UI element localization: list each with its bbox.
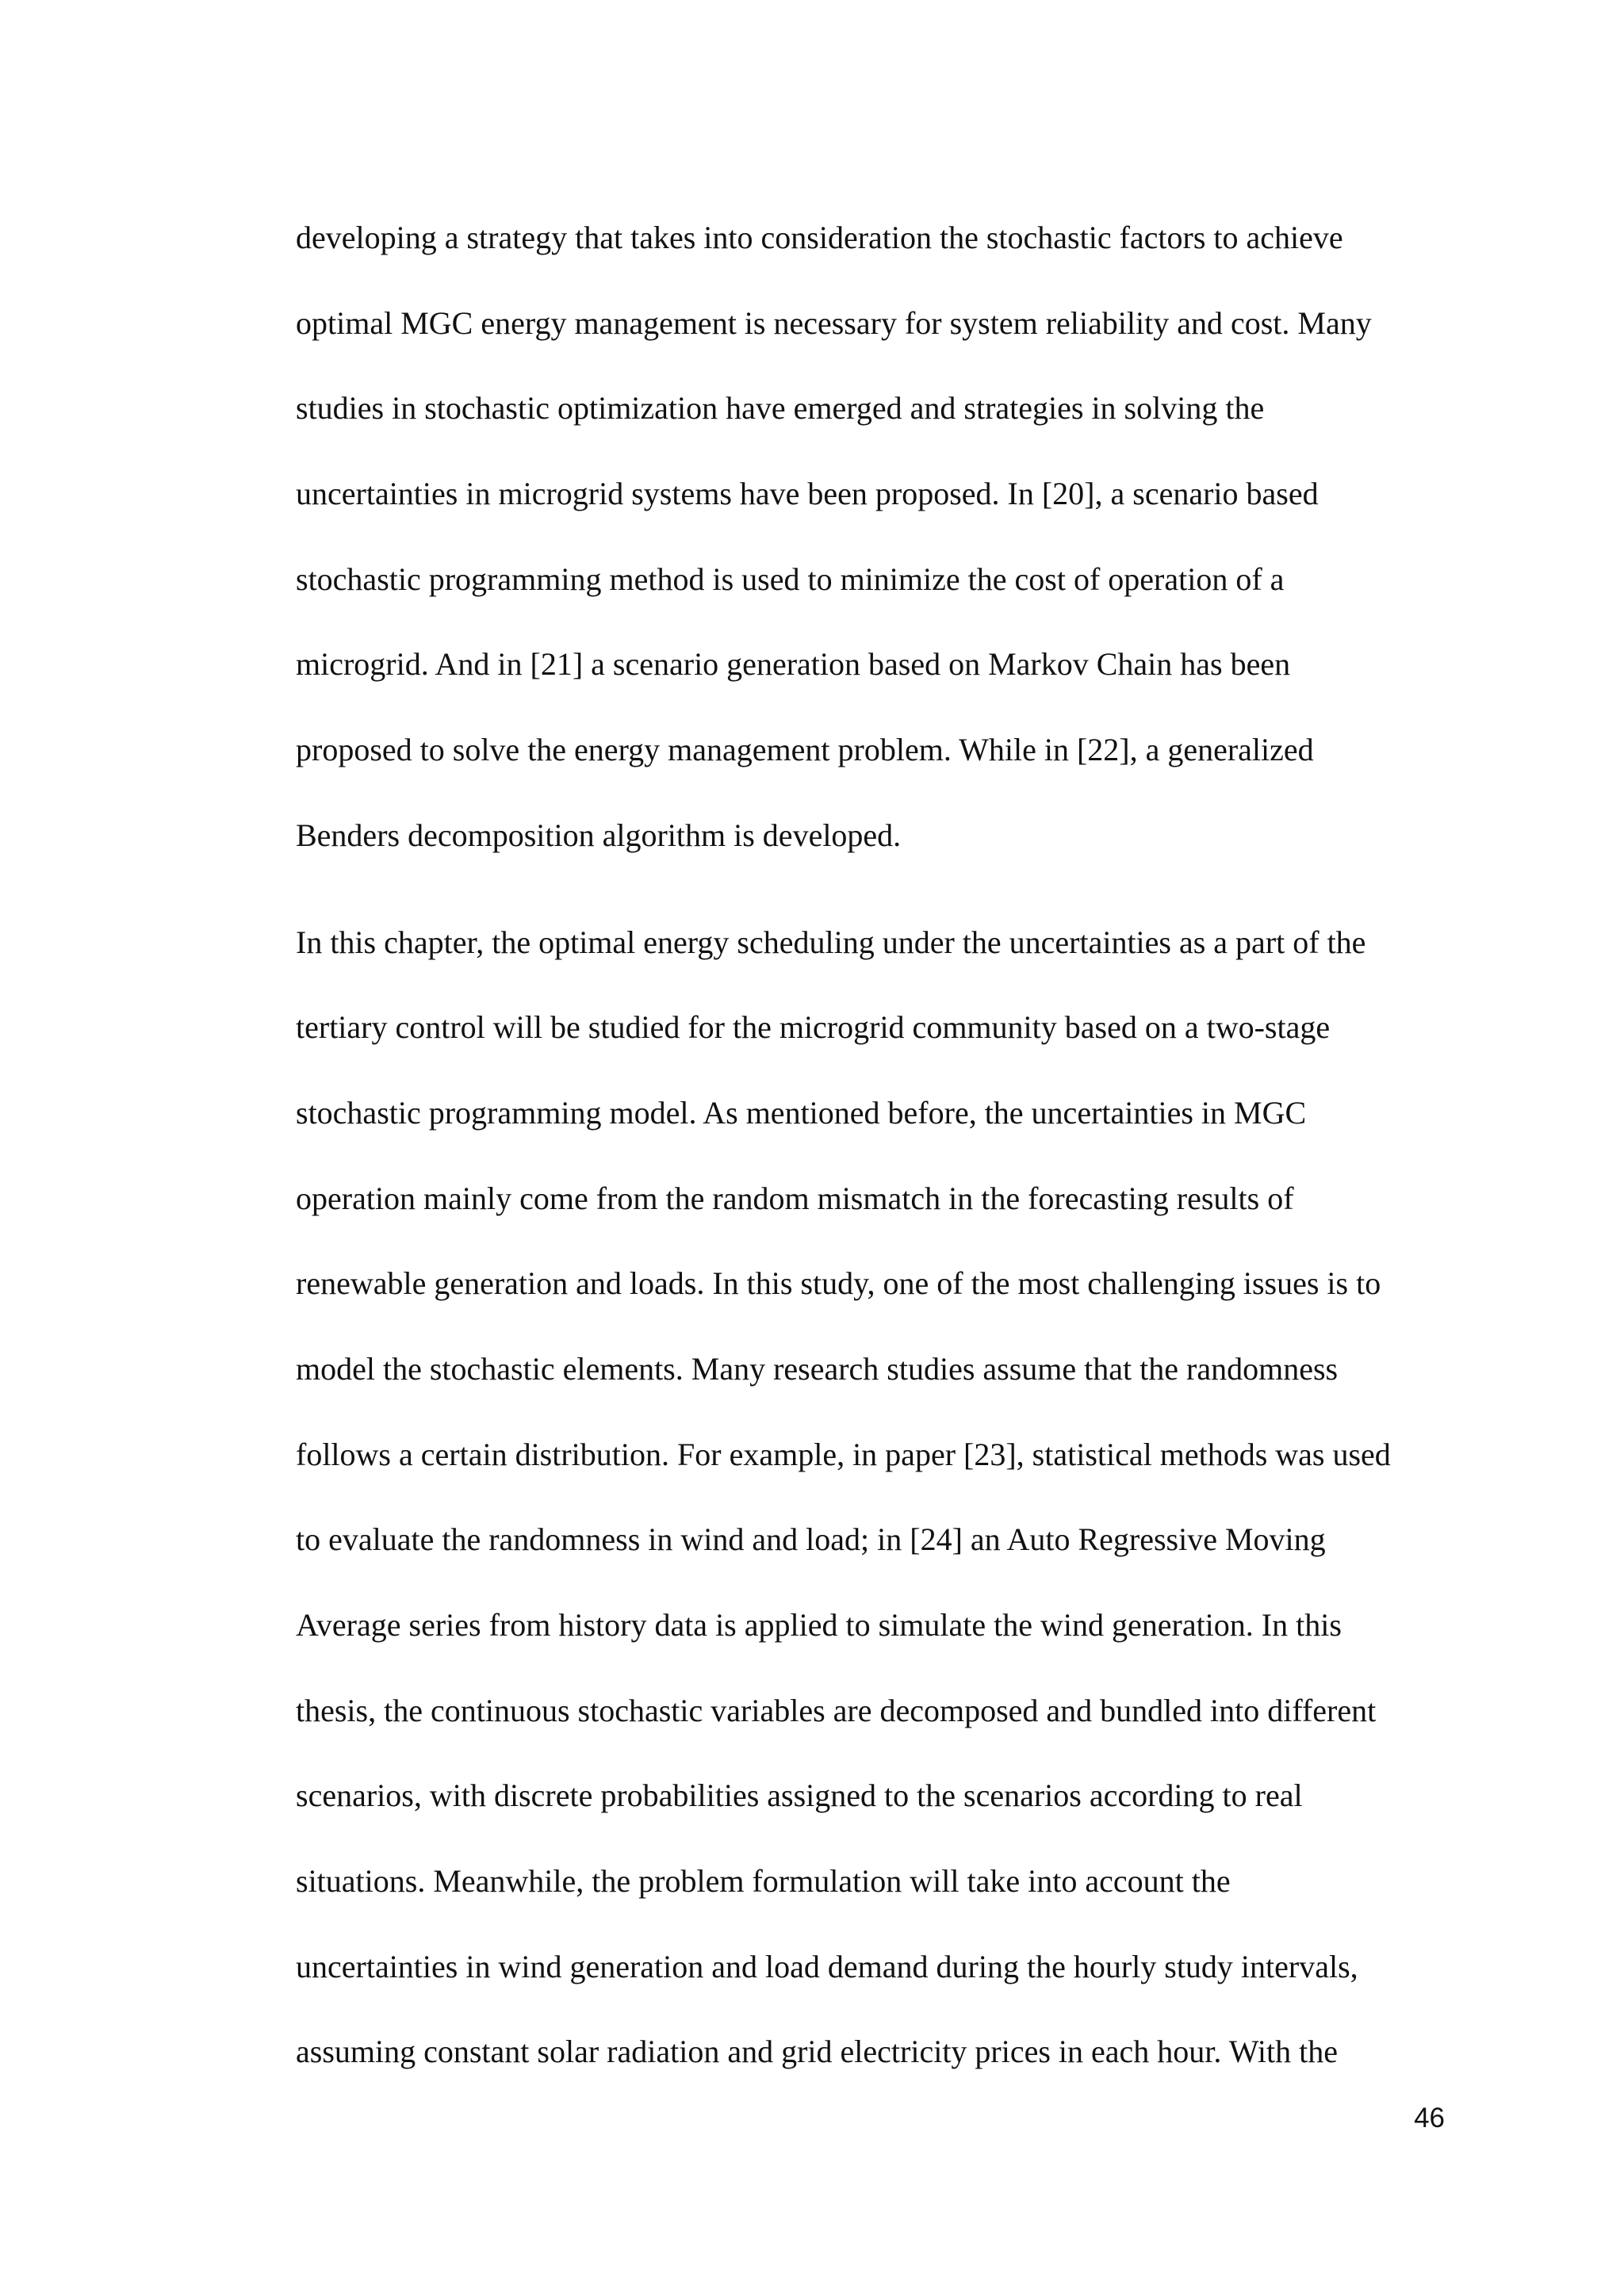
text-line: stochastic programming model. As mentioned before, the uncertainties in MGC <box>296 1094 1307 1131</box>
text-line: model the stochastic elements. Many research studies assume that the randomness <box>296 1350 1339 1387</box>
page-number: 46 <box>1414 2103 1445 2133</box>
text-line: microgrid. And in [21] a scenario generation based on Markov Chain has been <box>296 646 1291 683</box>
text-line: In this chapter, the optimal energy scheduling under the uncertainties as a part of the <box>296 924 1366 960</box>
text-line: uncertainties in wind generation and load demand during the hourly study intervals, <box>296 1948 1358 1984</box>
text-line: Benders decomposition algorithm is developed. <box>296 817 902 853</box>
text-line: proposed to solve the energy management problem. While in [22], a generalized <box>296 732 1314 768</box>
text-line: situations. Meanwhile, the problem formulation will take into account the <box>296 1863 1231 1900</box>
paragraph-2 <box>296 900 1446 2095</box>
text-line: thesis, the continuous stochastic variables are decomposed and bundled into different <box>296 1692 1377 1728</box>
text-line: tertiary control will be studied for the microgrid community based on a two-stage <box>296 1009 1331 1046</box>
text-line: assuming constant solar radiation and grid electricity prices in each hour. With the <box>296 2034 1338 2070</box>
text-line: optimal MGC energy management is necessary for system reliability and cost. Many <box>296 304 1372 341</box>
text-line: scenarios, with discrete probabilities assigned to the scenarios according to real <box>296 1777 1303 1814</box>
body-text <box>296 195 1446 2095</box>
text-line: follows a certain distribution. For example, in paper [23], statistical methods was used <box>296 1436 1391 1472</box>
paragraph-1 <box>296 195 1446 878</box>
text-line: operation mainly come from the random mismatch in the forecasting results of <box>296 1180 1294 1216</box>
text-line: studies in stochastic optimization have emerged and strategies in solving the <box>296 390 1265 427</box>
text-line: uncertainties in microgrid systems have been proposed. In [20], a scenario based <box>296 476 1319 512</box>
text-line: renewable generation and loads. In this study, one of the most challenging issues is to <box>296 1265 1381 1302</box>
text-line: stochastic programming method is used to minimize the cost of operation of a <box>296 561 1285 597</box>
paragraph-spacer <box>296 878 1446 900</box>
text-line: Average series from history data is applied to simulate the wind generation. In this <box>296 1607 1342 1643</box>
text-line: developing a strategy that takes into consideration the stochastic factors to achieve <box>296 220 1343 255</box>
text-line: to evaluate the randomness in wind and load; in [24] an Auto Regressive Moving <box>296 1521 1326 1558</box>
